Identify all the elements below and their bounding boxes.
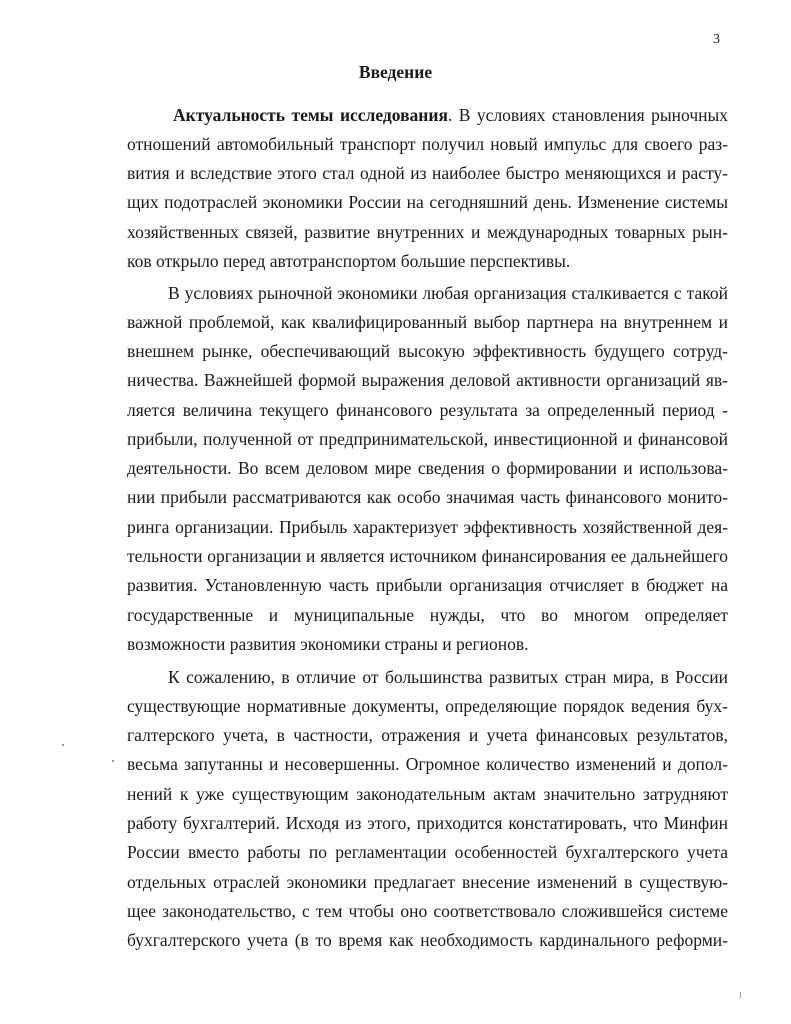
text-line: деятельности. Во всем деловом мире сведения о формировании и использова- — [127, 458, 728, 478]
text-line: работу бухгалтерий. Исходя из этого, приходится констатировать, что Минфин — [127, 813, 728, 833]
scan-speck — [740, 992, 741, 998]
text-line: В условиях рыночной экономики любая организация сталкивается с такой — [168, 283, 728, 303]
text-line: бухгалтерского учета (в то время как необходимость кардинального реформи- — [127, 930, 728, 950]
text-line: ничества. Важнейшей формой выражения деловой активности организаций яв- — [127, 370, 728, 390]
text-line: развития. Установленную часть прибыли организация отчисляет в бюджет на — [127, 575, 728, 595]
section-topic-label: Актуальность темы исследования — [173, 105, 448, 125]
text-line: хозяйственных связей, развитие внутренних и международных товарных рын- — [127, 222, 728, 242]
text-line: важной проблемой, как квалифицированный выбор партнера на внутреннем и — [127, 312, 728, 332]
scan-speck — [62, 744, 64, 746]
text-line: ков открыло перед автотранспортом большие перспективы. — [127, 251, 571, 271]
text-line: ринга организации. Прибыль характеризует эффективность хозяйственной дея- — [127, 517, 728, 537]
text-line: К сожалению, в отличие от большинства развитых стран мира, в России — [168, 667, 728, 687]
text-line: щее законодательство, с тем чтобы оно соответствовало сложившейся системе — [127, 901, 728, 921]
text-line: внешнем рынке, обеспечивающий высокую эффективность будущего сотруд- — [127, 341, 728, 361]
page-title: Введение — [358, 62, 433, 82]
text-line: государственные и муниципальные нужды, что во многом определяет — [127, 605, 728, 625]
text-line: ляется величина текущего финансового результата за определенный период - — [127, 400, 728, 420]
text-line: отдельных отраслей экономики предлагает внесение изменений в существую- — [127, 872, 728, 892]
text-line: Актуальность темы исследования. В условиях становления рыночных — [173, 105, 728, 125]
text-line: щих подотраслей экономики России на сегодняшний день. Изменение системы — [127, 192, 728, 212]
text-line: вития и вследствие этого стал одной из наиболее быстро меняющихся и расту- — [127, 163, 728, 183]
text-line: возможности развития экономики страны и регионов. — [127, 634, 529, 654]
text-line: существующие нормативные документы, определяющие порядок ведения бух- — [127, 696, 728, 716]
text-line: прибыли, полученной от предпринимательской, инвестиционной и финансовой — [127, 429, 728, 449]
text-line: галтерского учета, в частности, отражения и учета финансовых результатов, — [127, 725, 728, 745]
text-line: нии прибыли рассматриваются как особо значимая часть финансового монито- — [127, 487, 728, 507]
text-line: России вместо работы по регламентации особенностей бухгалтерского учета — [127, 842, 728, 862]
page-number: 3 — [713, 32, 720, 47]
text-line: отношений автомобильный транспорт получил новый импульс для своего раз- — [127, 134, 728, 154]
text-line: тельности организации и является источником финансирования ее дальнейшего — [127, 546, 728, 566]
text-line: нений к уже существующим законодательным актам значительно затрудняют — [127, 784, 728, 804]
scan-speck — [112, 760, 114, 762]
text-line: весьма запутанны и несовершенны. Огромное количество изменений и допол- — [127, 754, 728, 774]
